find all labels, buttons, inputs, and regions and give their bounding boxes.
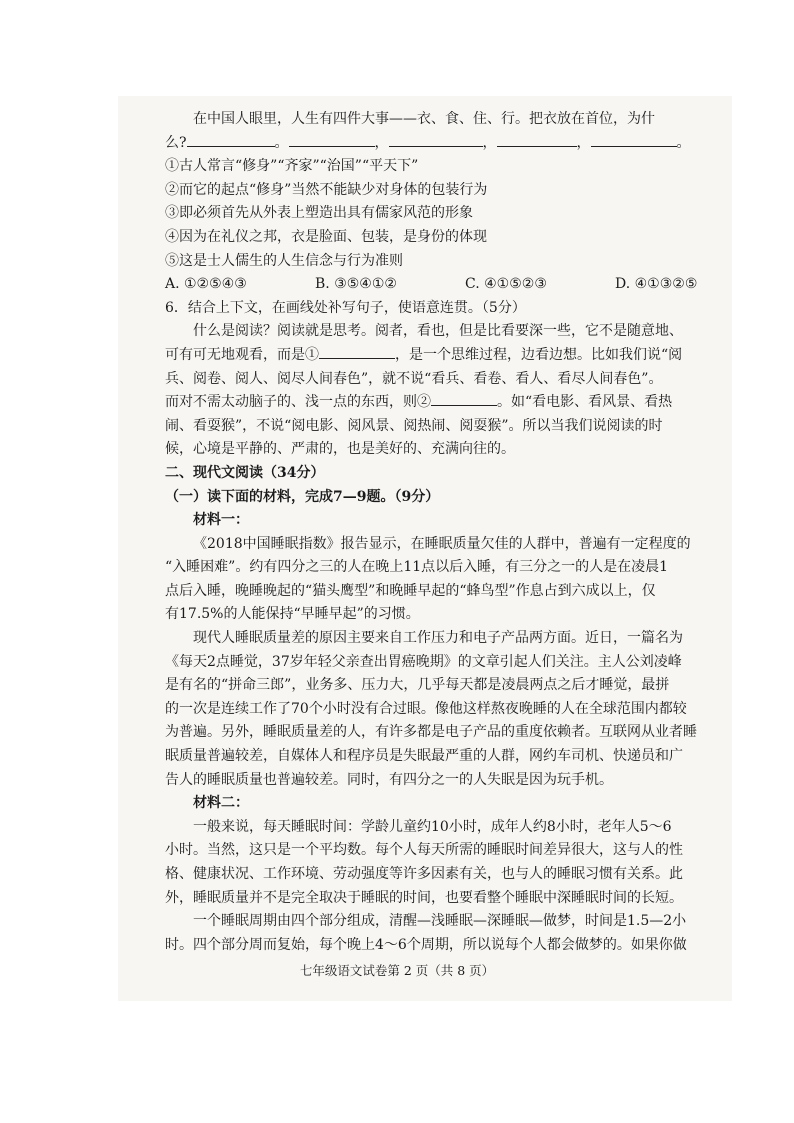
material-line: 有17.5%的人能保持“早睡早起”的习惯。	[165, 606, 420, 623]
q6-title: 6．结合上下文，在画线处补写句子，使语意连贯。（5分）	[165, 299, 526, 316]
material-line: 外，睡眠质量并不是完全取决于睡眠的时间，也要看整个睡眠中深睡眠时间的长短。	[165, 889, 683, 906]
option-a[interactable]: A. ①②⑤④③	[165, 276, 247, 293]
q6-blank-1[interactable]	[319, 344, 395, 359]
q6-line: 闹、看耍猴”，不说“阅电影、阅风景、阅热闹、阅耍猴”。所以当我们说阅读的时	[165, 417, 663, 434]
material-line: 小时。当然，这只是一个平均数。每个人每天所需的睡眠时间差异很大，这与人的性	[165, 842, 683, 859]
option-c[interactable]: C. ④①⑤②③	[465, 276, 547, 293]
material-line: “入睡困难”。约有四分之三的人在晚上11点以后入睡，有三分之一的人是在凌晨1	[165, 559, 669, 576]
answer-blank-1[interactable]	[187, 132, 275, 147]
material-line: 点后入睡，晚睡晚起的“猫头鹰型”和晚睡早起的“蜂鸟型”作息占到六成以上，仅	[165, 582, 656, 599]
page-footer: 七年级语文试卷第 2 页（共 8 页）	[299, 963, 495, 978]
material-line: 时。四个部分周而复始，每个晚上4～6个周期，所以说每个人都会做梦的。如果你做	[165, 936, 687, 953]
material-line: 是有名的“拼命三郎”，业务多、压力大，几乎每天都是凌晨两点之后才睡觉，最拼	[165, 677, 670, 694]
q6-text: 。如“看电影、看风景、看热	[497, 394, 673, 411]
material-1-title: 材料一：	[193, 512, 249, 529]
material-line: 《2018中国睡眠指数》报告显示，在睡眠质量欠佳的人群中，普遍有一定程度的	[193, 535, 691, 552]
q5-stem-line2	[165, 132, 725, 156]
punct: ，	[374, 134, 389, 151]
q6-line	[165, 344, 725, 368]
material-line: 的一次是连续工作了70个小时没有合过眼。像他这样熬夜晚睡的人在全球范围内都较	[165, 700, 687, 717]
answer-blank-5[interactable]	[591, 132, 677, 147]
option-d[interactable]: D. ④①③②⑤	[615, 276, 698, 293]
punct: ，	[576, 134, 591, 151]
q6-blank-2[interactable]	[431, 391, 497, 406]
exam-content	[165, 108, 725, 957]
q5-sentence: ④因为在礼仪之邦，衣是脸面、包装，是身份的体现	[165, 228, 487, 245]
option-b[interactable]: B. ③⑤④①②	[315, 276, 397, 293]
material-line: 格、健康状况、工作环境、劳动强度等许多因素有关，也与人的睡眠习惯有关系。此	[165, 866, 683, 882]
q6-line: 兵、阅卷、阅人、阅尽人间春色”，就不说“看兵、看卷、看人、看尽人间春色”。	[165, 370, 663, 387]
q6-line: 什么是阅读？阅读就是思考。阅者，看也，但是比看要深一些，它不是随意地、	[193, 323, 683, 340]
q6-text: 可有可无地观看，而是①	[165, 346, 319, 363]
q6-line	[165, 391, 725, 415]
punct: 。	[676, 134, 691, 151]
q5-stem-start: 么?	[165, 134, 187, 151]
material-line: 《每天2点睡觉，37岁年轻父亲查出胃癌晚期》的文章引起人们关注。主人公刘凌峰	[165, 653, 682, 670]
answer-blank-4[interactable]	[497, 132, 577, 147]
answer-blank-3[interactable]	[389, 132, 483, 147]
q5-stem-line1: 在中国人眼里，人生有四件大事——衣、食、住、行。把衣放在首位，为什	[193, 111, 655, 127]
material-line: 一个睡眠周期由四个部分组成，清醒—浅睡眠—深睡眠—做梦，时间是1.5—2小	[193, 913, 687, 930]
material-line: 眠质量普遍较差，自媒体人和程序员是失眠最严重的人群，网约车司机、快递员和广	[165, 748, 683, 765]
q6-text: 而对不需太动脑子的、浅一点的东西，则②	[165, 394, 431, 411]
material-2-title: 材料二：	[193, 795, 249, 812]
subsection-title: （一）读下面的材料，完成7—9题。（9分）	[165, 488, 440, 505]
material-line: 为普遍。另外，睡眠质量差的人，有许多都是电子产品的重度依赖者。互联网从业者睡	[165, 724, 697, 741]
answer-blank-2[interactable]	[289, 132, 375, 147]
q6-text: ，是一个思维过程，边看边想。比如我们说“阅	[395, 346, 683, 363]
material-line: 现代人睡眠质量差的原因主要来自工作压力和电子产品两方面。近日，一篇名为	[193, 630, 683, 647]
q5-sentence: ①古人常言“修身”“齐家”“治国”“平天下”	[165, 158, 419, 175]
q6-line: 候，心境是平静的、严肃的，也是美好的、充满向往的。	[165, 441, 515, 458]
material-line: 告人的睡眠质量也普遍较差。同时，有四分之一的人失眠是因为玩手机。	[165, 771, 613, 788]
section-title: 二、现代文阅读（34分）	[165, 464, 325, 481]
q5-sentence: ⑤这是士人儒生的人生信念与行为准则	[165, 252, 403, 269]
q5-sentence: ③即必须首先从外表上塑造出具有儒家风范的形象	[165, 205, 473, 222]
punct: 。	[274, 134, 289, 151]
q5-sentence: ②而它的起点“修身”当然不能缺少对身体的包装行为	[165, 181, 488, 198]
punct: ，	[482, 134, 497, 151]
material-line: 一般来说，每天睡眠时间：学龄儿童约10小时，成年人约8小时，老年人5～6	[193, 818, 672, 835]
q5-options	[165, 273, 725, 297]
